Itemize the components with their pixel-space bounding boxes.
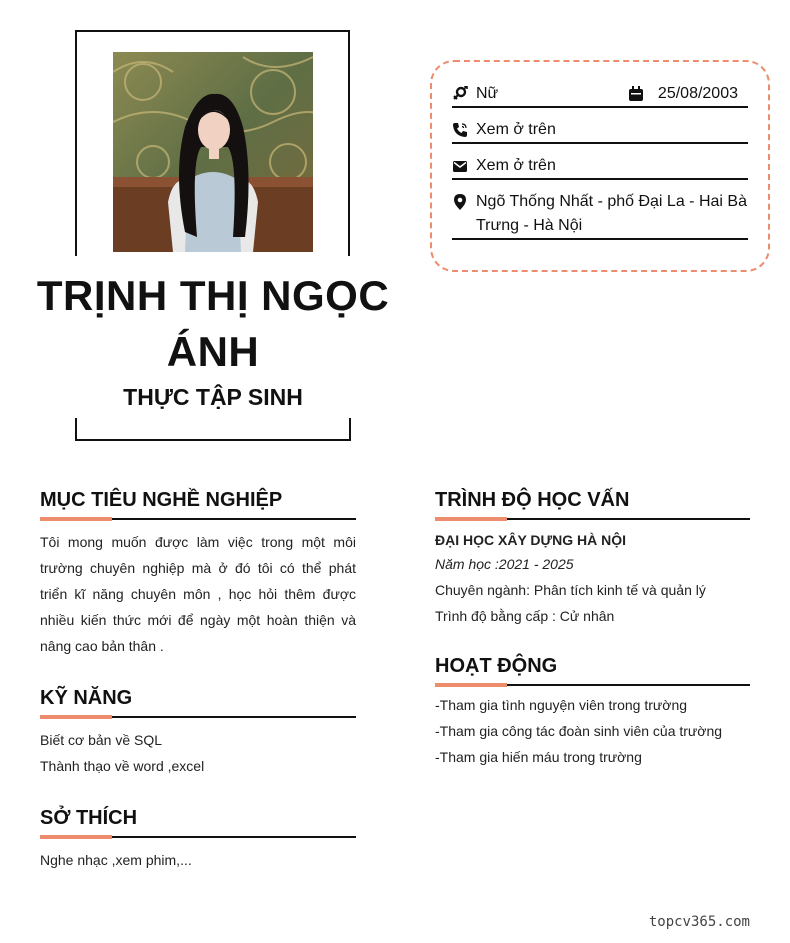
hobbies-text: Nghe nhạc ,xem phim,... bbox=[40, 852, 192, 868]
skills-title: KỸ NĂNG bbox=[40, 687, 133, 709]
education-title: TRÌNH ĐỘ HỌC VẤN bbox=[435, 489, 630, 511]
candidate-name-line1: TRỊNH THỊ NGỌC bbox=[36, 272, 390, 319]
location-pin-icon bbox=[452, 194, 468, 210]
list-item: Thành thạo về word ,excel bbox=[40, 758, 205, 774]
contact-row-address bbox=[452, 190, 748, 240]
objective-title: MỤC TIÊU NGHỀ NGHIỆP bbox=[40, 489, 283, 511]
education-degree: Trình độ bằng cấp : Cử nhân bbox=[435, 608, 615, 624]
skills-list bbox=[40, 727, 356, 779]
contact-row-gender-birthday bbox=[452, 82, 748, 108]
objective-accent bbox=[40, 517, 112, 521]
hobbies-title: SỞ THÍCH bbox=[40, 807, 138, 829]
hobbies-accent bbox=[40, 835, 112, 839]
phone-value: Xem ở trên bbox=[476, 121, 556, 138]
activities-title: HOẠT ĐỘNG bbox=[435, 655, 558, 677]
education-major: Chuyên ngành: Phân tích kinh tế và quản lý bbox=[435, 582, 706, 598]
objective-text: Tôi mong muốn được làm việc trong một môi trường chuyên nghiệp mà ở đó tôi có thể phát triển kĩ năng chuyên môn , học hỏi thêm được nhiều kiến thức mới để ngày một hoàn thiện và nâng cao bản thân . bbox=[40, 534, 356, 654]
list-item: Biết cơ bản về SQL bbox=[40, 732, 163, 748]
footer-site: topcv365.com bbox=[648, 914, 750, 930]
activities-accent bbox=[435, 683, 507, 687]
profile-photo bbox=[113, 52, 313, 252]
contact-row-email bbox=[452, 154, 748, 180]
education-accent bbox=[435, 517, 507, 521]
gender-icon bbox=[452, 86, 468, 102]
candidate-name-line2: ÁNH bbox=[166, 328, 260, 375]
email-value: Xem ở trên bbox=[476, 157, 556, 174]
birthday-value: 25/08/2003 bbox=[657, 85, 738, 102]
education-school: ĐẠI HỌC XÂY DỰNG HÀ NỘI bbox=[435, 532, 627, 548]
education-years: Năm học :2021 - 2025 bbox=[435, 556, 574, 572]
list-item: -Tham gia công tác đoàn sinh viên của trường bbox=[435, 723, 723, 739]
contact-row-phone bbox=[452, 118, 748, 144]
candidate-name bbox=[20, 268, 406, 380]
education-details bbox=[435, 527, 750, 629]
header-frame-bottom bbox=[75, 418, 351, 441]
skills-accent bbox=[40, 715, 112, 719]
list-item: -Tham gia hiến máu trong trường bbox=[435, 749, 642, 765]
activities-list bbox=[435, 692, 750, 770]
phone-icon bbox=[452, 122, 468, 138]
job-title: THỰC TẬP SINH bbox=[123, 384, 303, 410]
address-value: Ngõ Thống Nhất - phố Đại La - Hai Bà Trưng - Hà Nội bbox=[476, 193, 747, 234]
email-icon bbox=[452, 158, 468, 174]
list-item: -Tham gia tình nguyện viên trong trường bbox=[435, 697, 688, 713]
gender-value: Nữ bbox=[476, 85, 499, 102]
calendar-icon bbox=[628, 86, 644, 102]
